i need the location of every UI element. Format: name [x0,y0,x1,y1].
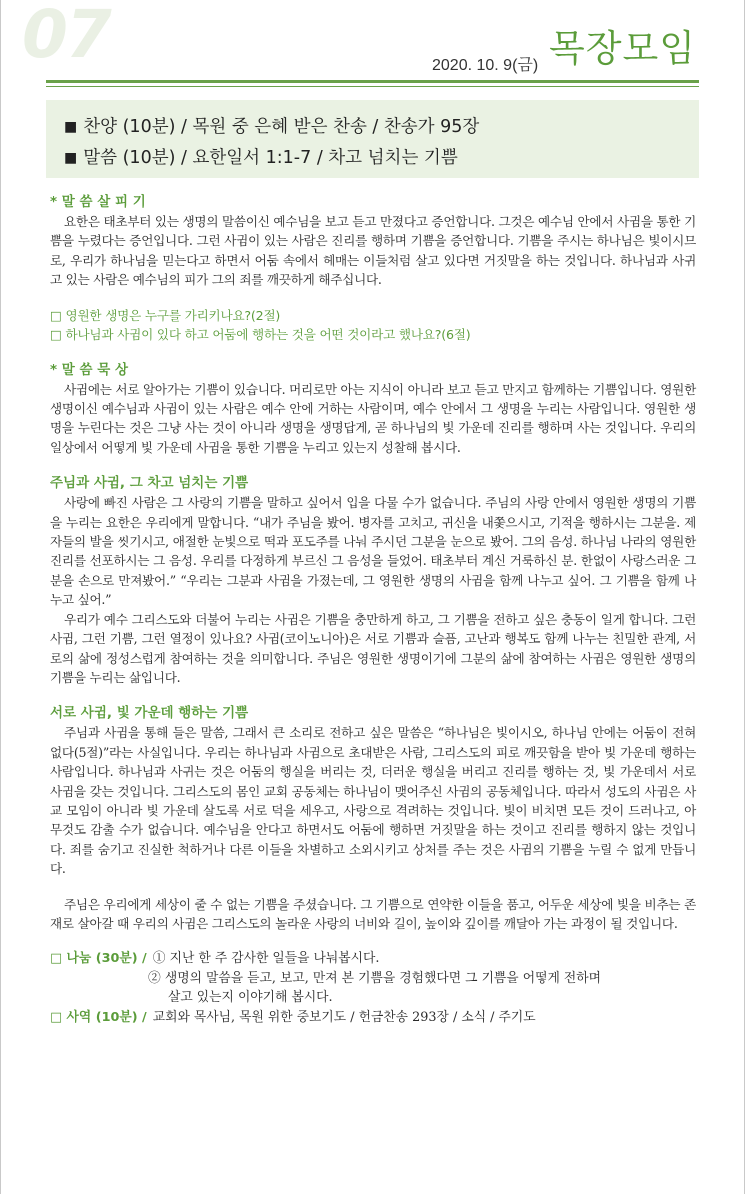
sharing-item-2-line1: ② 생명의 말씀을 듣고, 보고, 만져 본 기쁨을 경험했다면 그 기쁨을 어떻게 전하며 [148,970,601,986]
sharing-item-2 [50,969,696,1008]
section-heading-fellowship-with-lord: 주님과 사귐, 그 차고 넘치는 기쁨 [50,475,249,492]
paragraph-mutual-2: 주님은 우리에게 세상이 줄 수 없는 기쁨을 주셨습니다. 그 기쁨으로 연약한 이들을 품고, 어두운 세상에 빛을 비추는 존재로 살아갈 때 우리의 사귐은 그리스도의 놀라운 사랑의 너비와 길이, 높이와 깊이를 깨달아 가는 과정이 될 것입니다. [50,896,696,931]
header-divider [46,80,699,83]
agenda-box [46,100,699,178]
main-content [50,192,696,1027]
sharing-item-2-line2: 살고 있는지 이야기해 봅시다. [168,990,333,1006]
header-divider-thin [46,86,699,87]
sharing-label: □ 나눔 (30분) / [50,951,147,967]
sharing-row [50,949,696,969]
question-1: □ 영원한 생명은 누구를 가리키나요?(2절) [50,307,281,323]
meeting-date: 2020. 10. 9(금) [432,57,539,74]
ministry-row [50,1008,696,1028]
agenda-praise [64,113,479,138]
agenda-word-text: 말씀 (10분) / 요한일서 1:1-7 / 차고 넘치는 기쁨 [83,148,458,168]
page-border-left [0,0,1,1194]
section-heading-observe: * 말 씀 살 피 기 [50,194,146,210]
section-heading-mutual-fellowship: 서로 사귐, 빛 가운데 행하는 기쁨 [50,705,249,722]
page-number: 07 [22,0,110,73]
agenda-word [64,144,458,169]
square-bullet-icon: ■ [64,119,78,135]
section-heading-meditate: * 말 씀 묵 상 [50,361,129,378]
paragraph-mutual-1: 주님과 사귐을 통해 들은 말씀, 그래서 큰 소리로 전하고 싶은 말씀은 “하나님은 빛이시오, 하나님 안에는 어둠이 전혀 없다(5절)”라는 사실입니다. 우리는 하나님과 사귐으로 초대받은 사람, 그리스도의 피로 깨끗함을 받아 빛 가운데 행하는 사람입니다. 하나님과 사귀는 것은 어둠의 행실을 버리는 것, 더러운 행실을 버리고 진리를 행하는 것, 빛 가운데서 서로 사귐을 갖는 것입니다. 그리스도의 몸인 교회 공동체는 하나님이 맺어주신 사귐의 공동체입니다. 따라서 성도의 사귐은 사교 모임이 아니라 빛 가운데 살도록 서로 덕을 세우고, 사랑으로 격려하는 것입니다. 빛이 비치면 모든 것이 드러나고, 아무것도 감출 수가 없습니다. 예수님을 안다고 하면서도 어둠에 행하면 거짓말을 하는 것이고 진리를 행하지 않는 것입니다. 죄를 숨기고 진실한 척하거나 다른 이들을 차별하고 소외시키고 상처를 주는 것은 사귐의 기쁨을 누릴 수 없게 만듭니다. [50,725,696,877]
ministry-label: □ 사역 (10분) / [50,1009,147,1025]
agenda-praise-text: 찬양 (10분) / 목원 중 은혜 받은 찬송 / 찬송가 95장 [83,117,480,137]
paragraph-fellowship-1: 사랑에 빠진 사람은 그 사랑의 기쁨을 말하고 싶어서 입을 다물 수가 없습니다. 주님의 사랑 안에서 영원한 생명의 기쁨을 누리는 요한은 우리에게 말합니다. “내가 주님을 봤어. 병자를 고치고, 귀신을 내쫓으시고, 기적을 행하시는 그분을. 제자들의 발을 씻기시고, 애절한 눈빛으로 떡과 포도주를 나눠 주시던 그분을 눈으로 봤어. 그의 음성. 하나님 나라의 영원한 진리를 선포하시는 그 음성. 우리를 다정하게 부르신 그 음성을 들었어. 태초부터 계신 거룩하신 분. 한없이 사랑스러운 그분을 손으로 만져봤어.” “우리는 그분과 사귐을 가졌는데, 그 영원한 생명의 사귐을 함께 나누고 싶어. 그 기쁨을 함께 나누고 싶어.” [50,495,696,608]
paragraph-fellowship-2: 우리가 예수 그리스도와 더불어 누리는 사귐은 기쁨을 충만하게 하고, 그 기쁨을 전하고 싶은 충동이 일게 합니다. 그런 사귐, 그런 기쁨, 그런 열정이 있나요? 사귐(코이노니아)은 서로 기쁨과 슬픔, 고난과 행복도 함께 나누는 친밀한 관계, 서로의 삶에 정성스럽게 참여하는 것을 의미합니다. 주님은 영원한 생명이기에 그분의 삶에 참여하는 사귐은 영원한 생명의 기쁨을 누리는 삶입니다. [50,611,696,685]
sharing-item-1: ① 지난 한 주 감사한 일들을 나눠봅시다. [152,951,380,967]
paragraph-observe: 요한은 태초부터 있는 생명의 말씀이신 예수님을 보고 듣고 만졌다고 증언합니다. 그것은 예수님 안에서 사귐을 통한 기쁨을 누렸다는 증언입니다. 그런 사귐이 있는 사람은 진리를 행하며 기쁨을 증언합니다. 기쁨을 주시는 하나님은 빛이시므로, 우리가 하나님을 믿는다고 하면서 어둠 속에서 헤매는 이들처럼 살고 있다면 거짓말을 하는 것입니다. 하나님과 사귀고 있는 사람은 예수님의 피가 그의 죄를 깨끗하게 해주십니다. [50,214,696,288]
question-2: □ 하나님과 사귐이 있다 하고 어둠에 행하는 것을 어떤 것이라고 했나요?(6절) [50,326,471,342]
ministry-text: 교회와 목사님, 목원 위한 중보기도 / 헌금찬송 293장 / 소식 / 주기도 [152,1009,536,1025]
square-bullet-icon: ■ [64,150,78,166]
paragraph-meditate: 사귐에는 서로 알아가는 기쁨이 있습니다. 머리로만 아는 지식이 아니라 보고 듣고 만지고 함께하는 기쁨입니다. 영원한 생명이신 예수님과 사귐이 있는 사람은 예수 안에 거하는 사람이며, 예수 안에서 그 생명을 누리는 사람입니다. 영원한 생명을 누린다는 것은 그냥 사는 것이 아니라 생명을 생명답게, 곧 하나님의 빛 가운데 진리를 행하며 사는 것입니다. 우리의 일상에서 어떻게 빛 가운데 사귐을 통한 기쁨을 누리고 있는지 성찰해 봅시다. [50,381,696,455]
page-title: 목장모임 [549,27,696,70]
